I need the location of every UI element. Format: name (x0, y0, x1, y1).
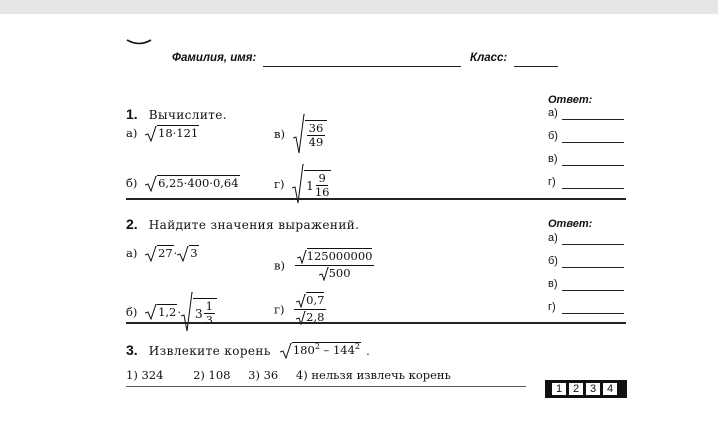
item-label: г) (274, 302, 285, 317)
answer-box-3[interactable]: 3 (586, 383, 600, 395)
answer-label-d: г) (548, 301, 556, 313)
sqrt-product: 27· 3 (145, 246, 199, 262)
question-number: 1. (126, 106, 138, 122)
answer-boxes (545, 380, 627, 398)
q2-item-b (126, 292, 217, 332)
answer-label-b: б) (548, 255, 558, 267)
item-label: в) (274, 127, 285, 141)
q2-item-d (274, 294, 326, 325)
answer-label-b: б) (548, 130, 558, 142)
question-3-header: 3. Извлеките корень $180^2 - 144^2$ . (126, 342, 370, 358)
answer-label-a: а) (548, 107, 558, 119)
answer-field-c[interactable] (562, 165, 624, 166)
answer-box-1[interactable]: 1 (552, 383, 566, 395)
q2-item-a (126, 246, 199, 262)
sqrt-icon (177, 246, 189, 262)
name-field[interactable] (263, 66, 461, 67)
answer-field-b[interactable] (562, 142, 624, 143)
sqrt-icon (296, 294, 306, 308)
question-number: 2. (126, 216, 138, 232)
section-divider (126, 322, 626, 324)
answer-field-d[interactable] (562, 313, 624, 314)
q2-item-c (274, 250, 374, 281)
section-divider (126, 198, 626, 200)
scribble-mark (126, 38, 152, 46)
section-divider (126, 386, 526, 387)
sqrt-icon (145, 176, 157, 192)
item-label: б) (126, 305, 138, 319)
sqrt-icon (297, 250, 307, 264)
sqrt-icon (319, 267, 329, 281)
answer-options (126, 368, 477, 382)
answer-label-d: г) (548, 176, 556, 188)
q1-item-b (126, 176, 240, 192)
answer-title-2: Ответ: (548, 218, 593, 230)
sqrt-expression: $180^2 - 144^2$ (280, 342, 361, 359)
answer-label-c: в) (548, 278, 558, 290)
item-label: а) (126, 246, 138, 260)
option-2[interactable]: 2) 108 (193, 368, 231, 382)
answer-label-a: а) (548, 232, 558, 244)
answer-box-4[interactable]: 4 (603, 383, 617, 395)
question-text: Извлеките корень (148, 344, 271, 358)
item-label: в) (274, 258, 285, 273)
item-label: г) (274, 177, 285, 191)
sqrt-fraction: $\frac{36}{49}$ (293, 114, 328, 154)
answer-field-d[interactable] (562, 188, 624, 189)
question-text: Вычислите. (148, 108, 227, 122)
sqrt-expression: 18·121 (145, 126, 199, 142)
sqrt-icon (145, 126, 157, 142)
worksheet (0, 14, 718, 430)
answer-field-b[interactable] (562, 267, 624, 268)
question-1-header (126, 104, 227, 123)
answer-field-a[interactable] (562, 119, 624, 120)
answer-label-c: в) (548, 153, 558, 165)
option-3[interactable]: 3) 36 (248, 368, 279, 382)
fraction-of-roots: $\frac{125000000}{500}$ (295, 250, 375, 281)
sqrt-icon (181, 292, 193, 332)
question-number: 3. (126, 342, 138, 358)
sqrt-icon (145, 304, 157, 320)
question-2-header (126, 214, 359, 233)
item-label: а) (126, 126, 138, 140)
question-text: Найдите значения выражений. (148, 218, 360, 232)
sqrt-icon (145, 246, 157, 262)
class-field[interactable] (514, 66, 558, 67)
option-4[interactable]: 4) нельзя извлечь корень (295, 368, 451, 382)
item-label: б) (126, 176, 138, 190)
answer-field-c[interactable] (562, 290, 624, 291)
sqrt-mixed-number: 1 $\frac{9}{16}$ (292, 164, 331, 204)
q1-item-c (274, 114, 327, 154)
answer-box-2[interactable]: 2 (569, 383, 583, 395)
sqrt-product: 1,2· 3 $\frac{1}{3}$ (145, 292, 217, 332)
option-1[interactable]: 1) 324 (126, 368, 164, 382)
answer-field-a[interactable] (562, 244, 624, 245)
fraction-of-roots: $\frac{0,7}{2,8}$ (294, 294, 326, 325)
sqrt-icon (280, 343, 292, 359)
class-label: Класс: (470, 52, 508, 64)
sqrt-icon (293, 114, 305, 154)
name-label: Фамилия, имя: (172, 52, 257, 64)
sqrt-expression: 6,25·400·0,64 (145, 176, 239, 192)
answer-title-1: Ответ: (548, 94, 593, 106)
q1-item-a (126, 126, 199, 142)
